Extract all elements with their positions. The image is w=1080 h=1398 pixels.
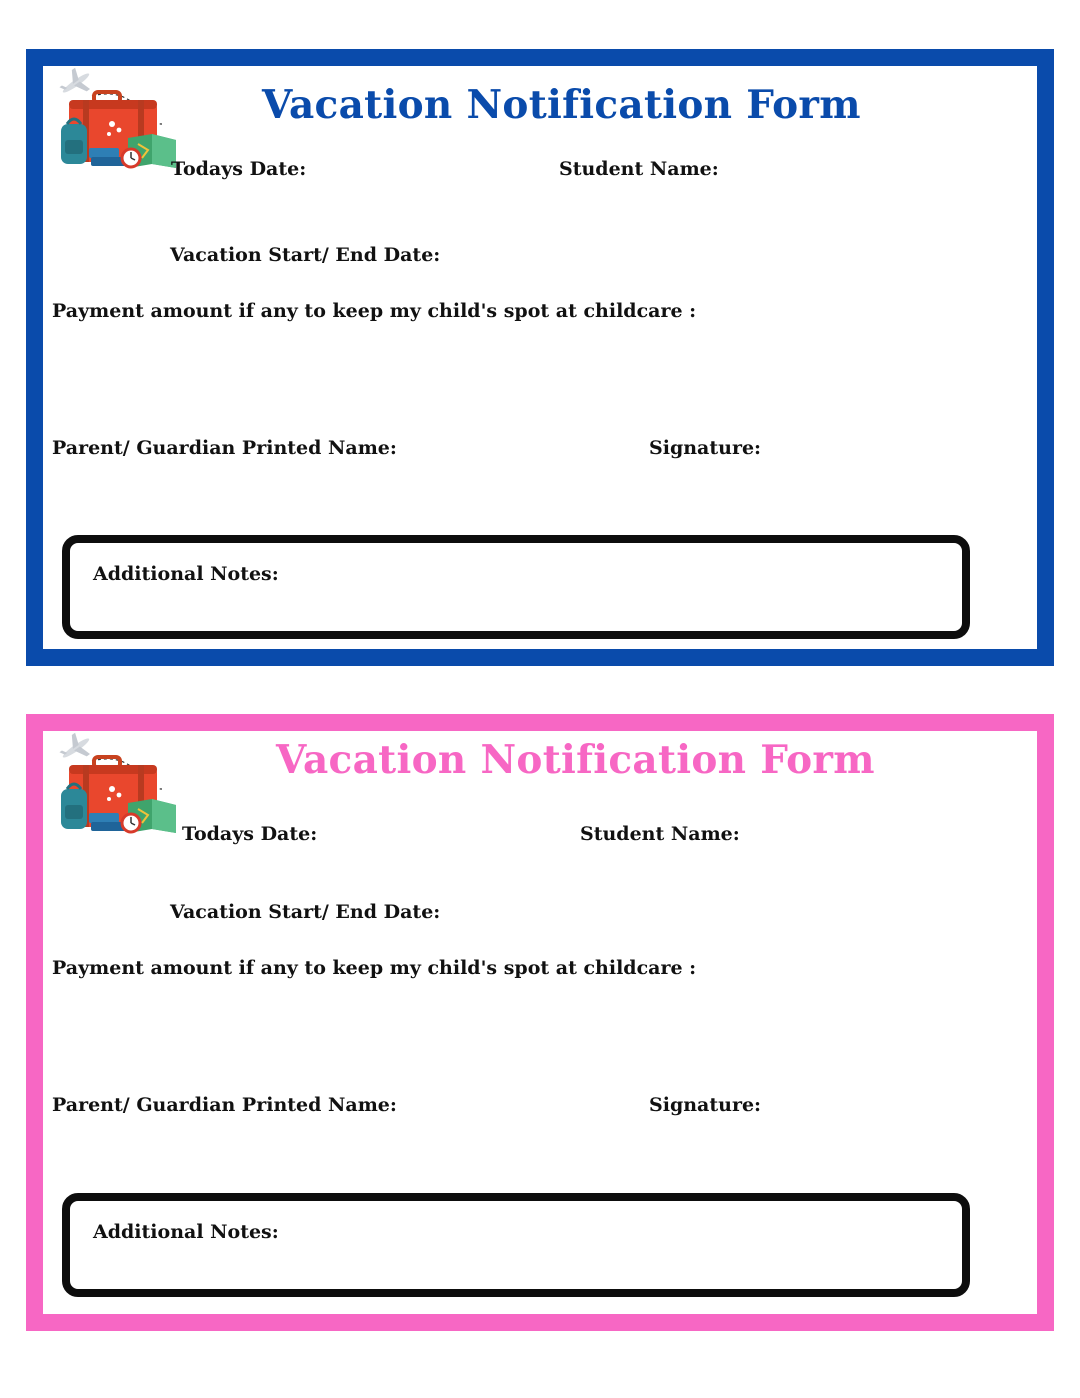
student-name-label: Student Name: — [559, 158, 719, 180]
payment-amount-label: Payment amount if any to keep my child's spot at childcare : — [52, 957, 697, 979]
additional-notes-box[interactable] — [62, 535, 970, 639]
parent-name-label: Parent/ Guardian Printed Name: — [52, 1094, 397, 1116]
additional-notes-label: Additional Notes: — [93, 1221, 279, 1243]
form-title: Vacation Notification Form — [276, 737, 875, 783]
parent-name-label: Parent/ Guardian Printed Name: — [52, 437, 397, 459]
vacation-dates-label: Vacation Start/ End Date: — [170, 901, 441, 923]
signature-label: Signature: — [649, 437, 762, 459]
vacation-form-pink — [26, 714, 1054, 1331]
vacation-dates-label: Vacation Start/ End Date: — [170, 244, 441, 266]
vacation-form-blue — [26, 49, 1054, 666]
additional-notes-label: Additional Notes: — [93, 563, 279, 585]
student-name-label: Student Name: — [580, 823, 740, 845]
form-title: Vacation Notification Form — [262, 82, 861, 128]
travel-luggage-icon — [52, 66, 176, 178]
todays-date-label: Todays Date: — [182, 823, 318, 845]
payment-amount-label: Payment amount if any to keep my child's spot at childcare : — [52, 300, 697, 322]
todays-date-label: Todays Date: — [171, 158, 307, 180]
signature-label: Signature: — [649, 1094, 762, 1116]
travel-luggage-icon — [52, 731, 176, 843]
additional-notes-box[interactable] — [62, 1193, 970, 1297]
